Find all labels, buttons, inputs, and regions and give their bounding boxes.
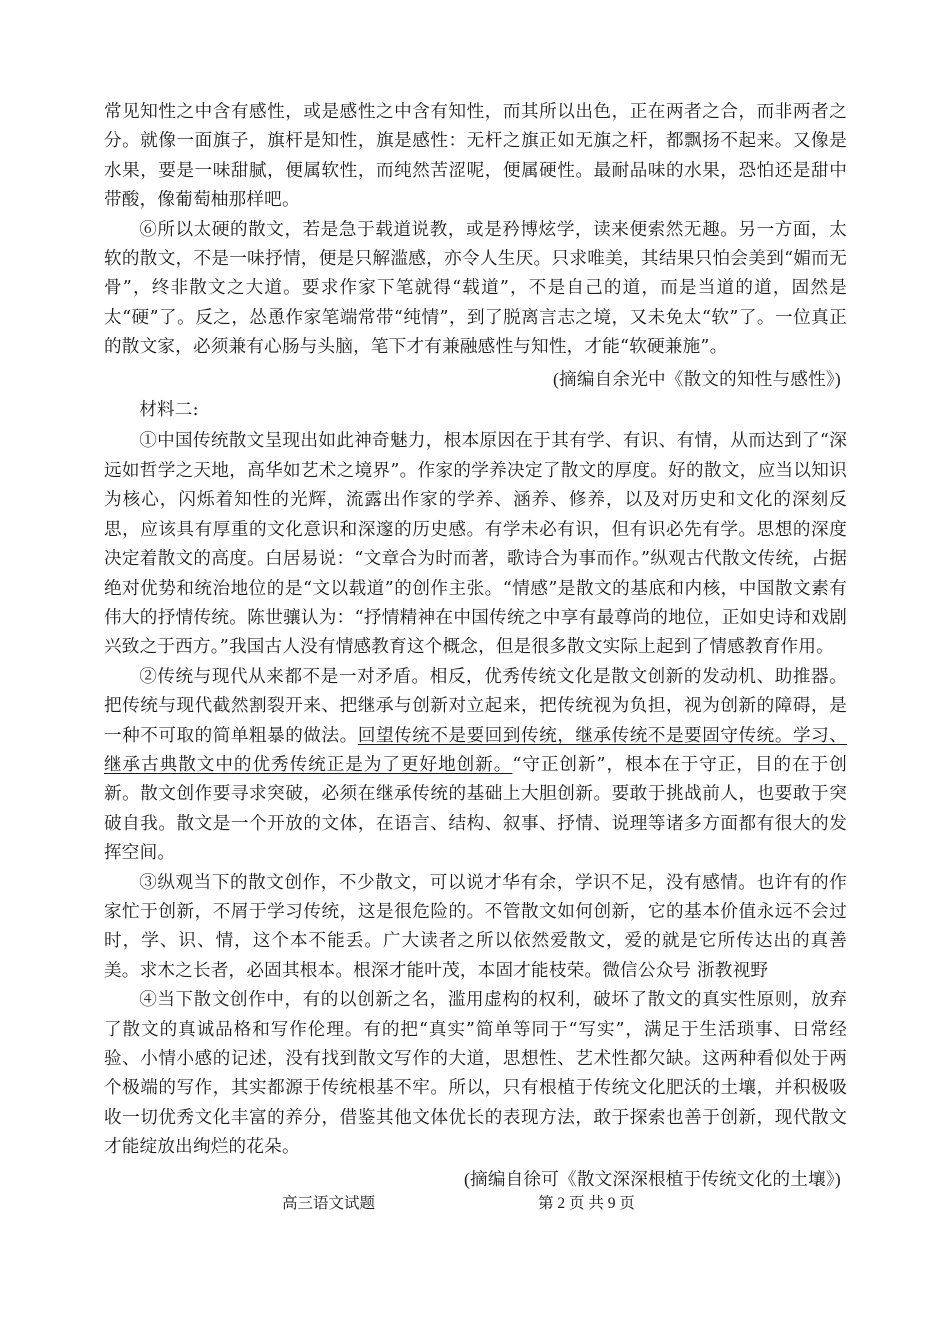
paragraph-6: ⑥所以太硬的散文，若是急于载道说教，或是矜博炫学，读来便索然无趣。另一方面，太软的散文，不是一味抒情，便是只解滥感，亦令人生厌。只求唯美，其结果只怕会美到“媚而无骨”，终非散文之大道。要求作家下笔就得“载道”，不是自己的道，而是当道的道，固然是太“硬”了。反之，怂恿作家笔端常带“纯情”，到了脱离言志之境，又未免太“软”了。一位真正的散文家，必须兼有心肠与头脑，笔下才有兼融感性与知性，才能“软硬兼施”。 xyxy=(104,219,847,358)
paragraph-m2-4: ④当下散文创作中，有的以创新之名，滥用虚构的权利，破坏了散文的真实性原则，放弃了散文的真诚品格和写作伦理。有的把“真实”简单等同于“写实”，满足于生活琐事、日常经验、小情小感的记述，没有找到散文写作的大道，思想性、艺术性都欠缺。这两种看似处于两个极端的写作，其实都源于传统根基不牢。所以，只有根植于传统文化肥沃的土壤，并积极吸收一切优秀文化丰富的养分，借鉴其他文体优长的表现方法，敢于探索也善于创新，现代散文才能绽放出绚烂的花朵。 xyxy=(104,990,847,1158)
paragraph-m2-2-part-b: “守正创新”，根本在于守正，目的在于创新。散文创作要寻求突破，必须在继承传统的基础上大胆创新。要敢于挑战前人，也要敢于突破自我。散文是一个开放的文体，在语言、结构、叙事、抒情、说理等诸多方面都有很大的发挥空间。 xyxy=(104,754,848,864)
underlined-sentence: 回望传统不是要回到传统，继承传统不是要固守传统。学习、继承古典散文中的优秀传统正是为了更好地创新。 xyxy=(104,725,847,775)
paragraph-m2-3: ③纵观当下的散文创作，不少散文，可以说才华有余，学识不足，没有感情。也许有的作家忙于创新，不屑于学习传统，这是很危险的。不管散文如何创新，它的基本价值永远不会过时，学、识、情，这个本不能丢。广大读者之所以依然爱散文，爱的就是它所传达出的真善美。求木之长者，必固其根本。根深才能叶茂，本固才能枝荣。微信公众号 浙教视野 xyxy=(104,872,847,981)
source-citation-1: (摘编自余光中《散文的知性与感性》) xyxy=(552,368,841,389)
paragraph-m2-2 xyxy=(104,663,847,869)
page-number: 第 2 页 共 9 页 xyxy=(538,1195,635,1212)
article-body xyxy=(104,98,847,1196)
paragraph-continued: 常见知性之中含有感性，或是感性之中含有知性，而其所以出色，正在两者之合，而非两者之分。就像一面旗子，旗杆是知性，旗是感性：无杆之旗正如无旗之杆，都飘扬不起来。又像是水果，要是一味甜腻，便属软性，而纯然苦涩呢，便属硬性。最耐品味的水果，恐怕还是甜中带酸，像葡萄柚那样吧。 xyxy=(104,102,847,211)
page-footer xyxy=(0,1191,950,1215)
paragraph-m2-1: ①中国传统散文呈现出如此神奇魅力，根本原因在于其有学、有识、有情，从而达到了“深远如哲学之天地，高华如艺术之境界”。作家的学养决定了散文的厚度。好的散文，应当以知识为核心，闪烁着知性的光辉，流露出作家的学养、涵养、修养，以及对历史和文化的深刻反思，应该具有厚重的文化意识和深邃的历史感。有学未必有识，但有识必先有学。思想的深度决定着散文的高度。白居易说：“文章合为时而著，歌诗合为事而作。”纵观古代散文传统，占据绝对优势和统治地位的是“文以载道”的创作主张。“情感”是散文的基底和内核，中国散文素有伟大的抒情传统。陈世骧认为：“抒情精神在中国传统之中享有最尊尚的地位，正如史诗和戏剧兴致之于西方。”我国古人没有情感教育这个概念，但是很多散文实际上起到了情感教育作用。 xyxy=(104,431,847,658)
exam-title: 高三语文试题 xyxy=(282,1195,376,1212)
paragraph-m2-2-part-a: ②传统与现代从来都不是一对矛盾。相反，优秀传统文化是散文创新的发动机、助推器。把传统与现代截然割裂开来、把继承与创新对立起来，把传统视为负担，视为创新的障碍，是一种不可取的简单粗暴的做法。 xyxy=(104,666,847,746)
source-citation-2: (摘编自徐可《散文深深根植于传统文化的土壤》) xyxy=(464,1168,841,1189)
material-2-heading: 材料二: xyxy=(139,400,199,421)
